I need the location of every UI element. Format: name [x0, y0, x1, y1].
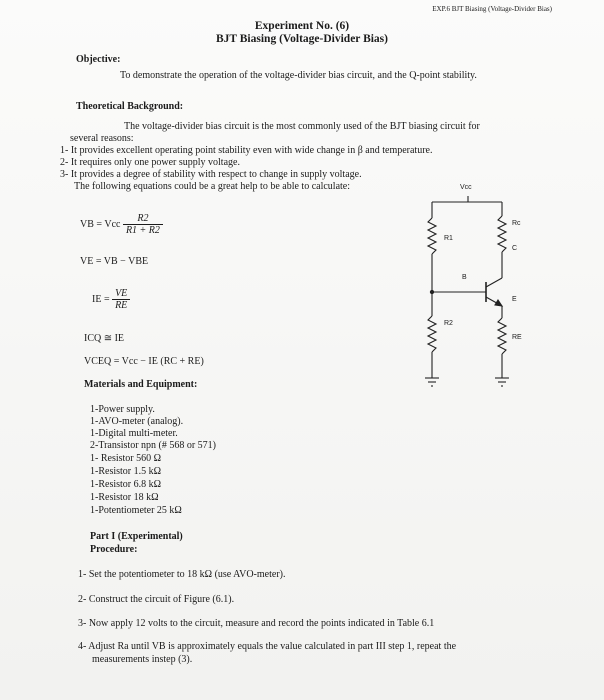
re-resistor — [498, 318, 506, 354]
background-intro-line2: several reasons: — [70, 133, 134, 144]
eq-vb-numerator: R2 — [123, 213, 163, 225]
r2-label: R2 — [444, 320, 453, 327]
objective-text: To demonstrate the operation of the voltage-divider bias circuit, and the Q-point stability. — [120, 70, 477, 81]
collector-terminal-label: C — [512, 245, 518, 252]
material-item: 1-Resistor 1.5 kΩ — [90, 466, 162, 477]
part1-heading: Part I (Experimental) — [90, 531, 183, 542]
base-terminal-label: B — [462, 274, 467, 281]
equations-intro: The following equations could be a great help to be able to calculate: — [74, 181, 351, 192]
material-item: 1-Resistor 18 kΩ — [90, 492, 159, 503]
procedure-step-4: 4- Adjust Ra until VB is approximately equals the value calculated in part III step 1, repeat the — [78, 641, 457, 652]
procedure-step-2: 2- Construct the circuit of Figure (6.1). — [78, 594, 235, 605]
materials-heading: Materials and Equipment: — [84, 379, 198, 390]
procedure-step-3: 3- Now apply 12 volts to the circuit, measure and record the points indicated in Table 6.1 — [78, 618, 435, 629]
material-item: 1-AVO-meter (analog). — [90, 416, 184, 427]
r1-resistor — [428, 218, 436, 254]
transistor-collector-leg — [486, 278, 502, 287]
eq-icq: ICQ ≅ IE — [84, 333, 125, 344]
vcc-label: Vcc — [460, 184, 472, 191]
procedure-step-1: 1- Set the potentiometer to 18 kΩ (use AVO-meter). — [78, 569, 286, 580]
re-label: RE — [512, 334, 522, 341]
procedure-step-4-cont: measurements instep (3). — [92, 654, 193, 665]
procedure-heading: Procedure: — [90, 544, 138, 555]
background-heading: Theoretical Background: — [76, 101, 184, 112]
eq-ie-denominator: RE — [115, 300, 128, 311]
material-item: 1-Digital multi-meter. — [90, 428, 178, 439]
eq-vb-denominator: R1 + R2 — [125, 225, 160, 236]
eq-ve: VE = VB − VBE — [80, 256, 149, 267]
material-item: 1- Resistor 560 Ω — [90, 453, 162, 464]
rc-resistor — [498, 216, 506, 252]
experiment-title: BJT Biasing (Voltage-Divider Bias) — [216, 33, 388, 45]
r2-resistor — [428, 316, 436, 352]
eq-vb-lhs: VB = Vcc — [80, 218, 121, 230]
reason-3: 3- It provides a degree of stability with respect to change in supply voltage. — [60, 169, 362, 180]
r1-label: R1 — [444, 235, 453, 242]
material-item: 1-Power supply. — [90, 404, 155, 415]
transistor-emitter-arrow — [495, 300, 502, 306]
rc-label: Rc — [512, 220, 521, 227]
material-item: 1-Potentiometer 25 kΩ — [90, 505, 182, 516]
reason-1: 1- It provides excellent operating point stability even with wide change in β and temperature. — [60, 145, 433, 156]
objective-heading: Objective: — [76, 54, 121, 65]
material-item: 2-Transistor npn (# 568 or 571) — [90, 440, 217, 451]
running-header: EXP.6 BJT Biasing (Voltage-Divider Bias) — [432, 5, 552, 13]
material-item: 1-Resistor 6.8 kΩ — [90, 479, 162, 490]
reason-2: 2- It requires only one power supply voltage. — [60, 157, 240, 168]
eq-vceq: VCEQ = Vcc − IE (RC + RE) — [84, 356, 204, 367]
eq-ie-lhs: IE = — [92, 293, 110, 305]
emitter-terminal-label: E — [512, 296, 517, 303]
background-intro-line1: The voltage-divider bias circuit is the most commonly used of the BJT biasing circuit for — [124, 121, 480, 132]
eq-ie-numerator: VE — [112, 288, 130, 300]
experiment-number: Experiment No. (6) — [254, 20, 350, 32]
